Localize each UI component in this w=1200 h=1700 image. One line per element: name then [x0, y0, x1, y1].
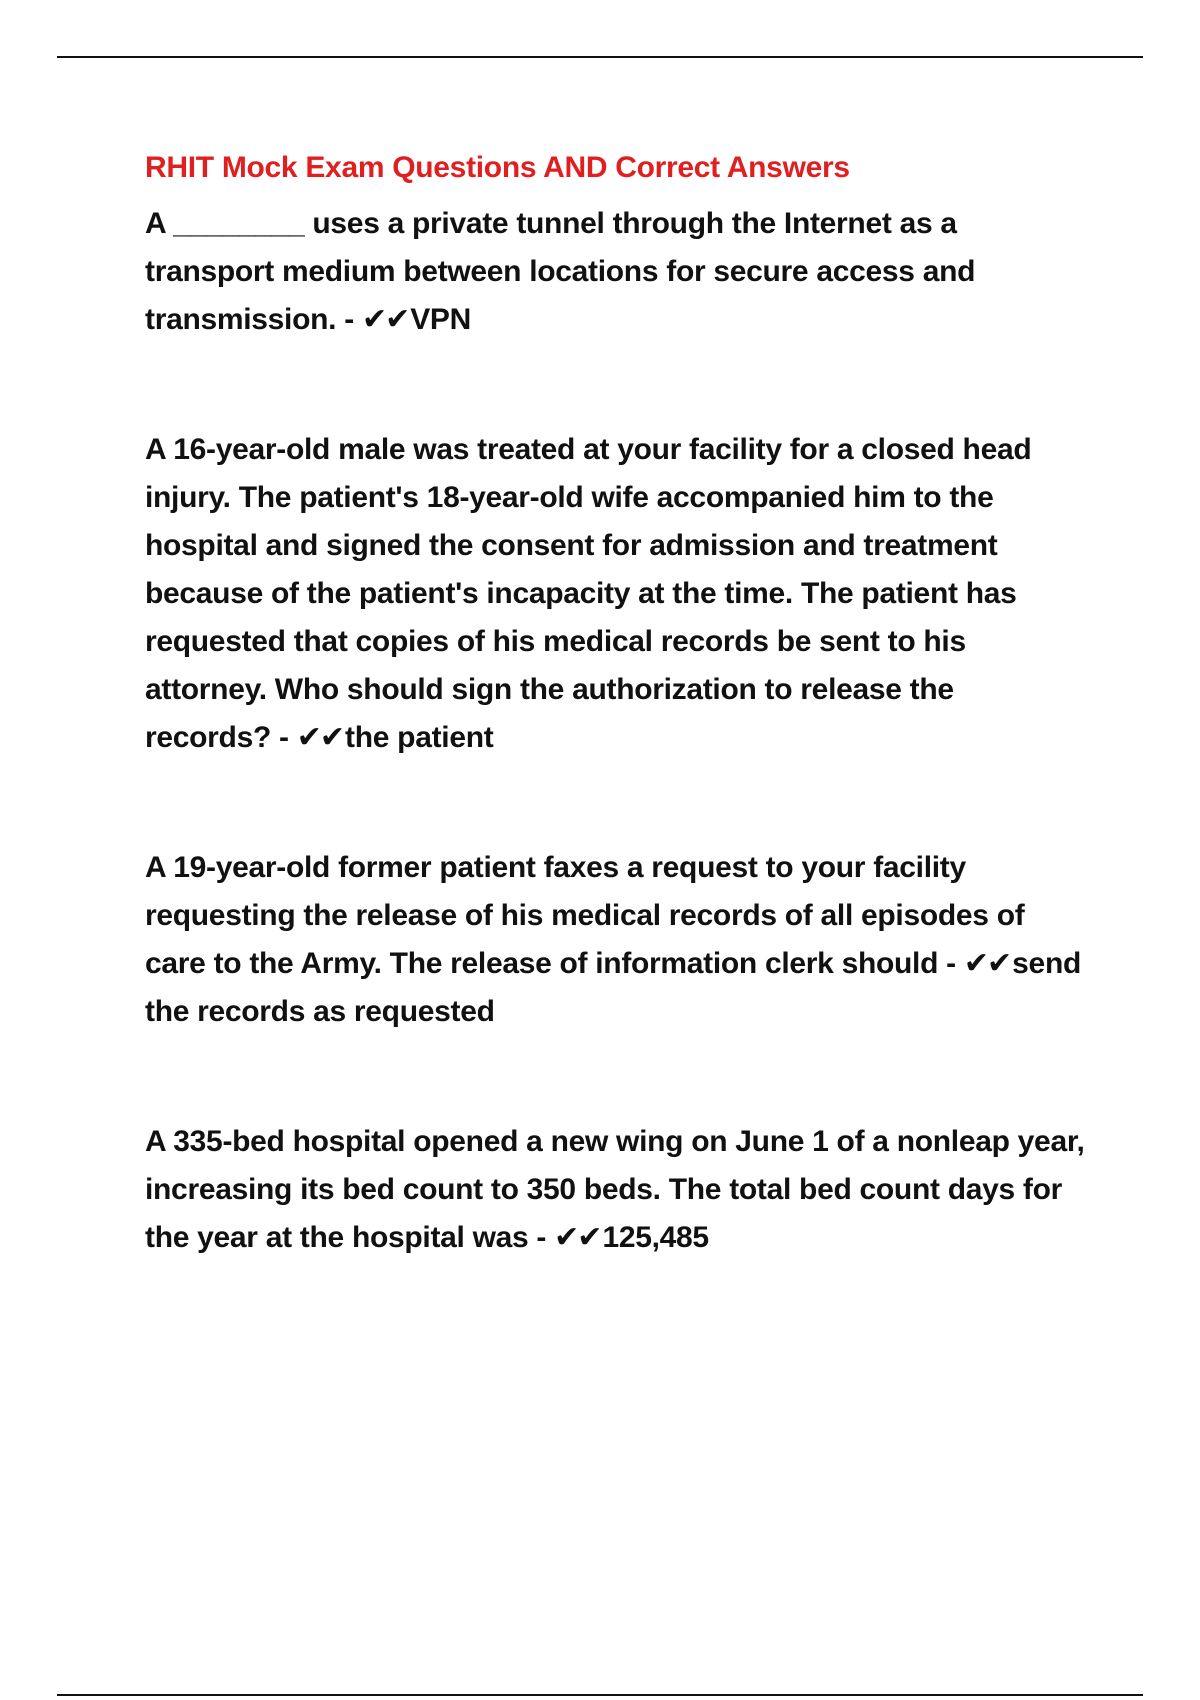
- answer-text: the patient: [345, 721, 494, 754]
- question-item-1: [145, 200, 1085, 344]
- question-item-3: [145, 844, 1085, 1036]
- question-item-4: [145, 1118, 1085, 1262]
- footer-rule: [57, 1694, 1143, 1696]
- answer-text: send the records as requested: [145, 947, 1081, 1028]
- document-body: [145, 146, 1085, 1262]
- double-check-icon: ✔✔: [554, 1220, 601, 1255]
- question-text: A 335-bed hospital opened a new wing on June 1 of a nonleap year, increasing its bed count to 350 beds. The total bed count days for the year at the hospital was -: [145, 1125, 1085, 1254]
- question-text: A 16-year-old male was treated at your facility for a closed head injury. The patient's 18-year-old wife accompanied him to the hospital and signed the consent for admission and treatment because of the patient's incapacity at the time. The patient has requested that copies of his medical records be sent to his attorney. Who should sign the authorization to release the records? -: [145, 433, 1032, 754]
- answer-text: VPN: [410, 303, 472, 336]
- question-text: A ________ uses a private tunnel through the Internet as a transport medium between locations for secure access and transmission. -: [145, 207, 976, 336]
- double-check-icon: ✔✔: [361, 302, 409, 337]
- document-title: RHIT Mock Exam Questions AND Correct Answers: [145, 151, 850, 184]
- question-text: A 19-year-old former patient faxes a request to your facility requesting the release of his medical records of all episodes of care to the Army. The release of information clerk should -: [145, 851, 1025, 980]
- answer-text: 125,485: [602, 1221, 709, 1254]
- double-check-icon: ✔✔: [963, 946, 1011, 981]
- double-check-icon: ✔✔: [296, 720, 344, 755]
- header-rule: [57, 56, 1143, 58]
- question-item-2: [145, 426, 1085, 762]
